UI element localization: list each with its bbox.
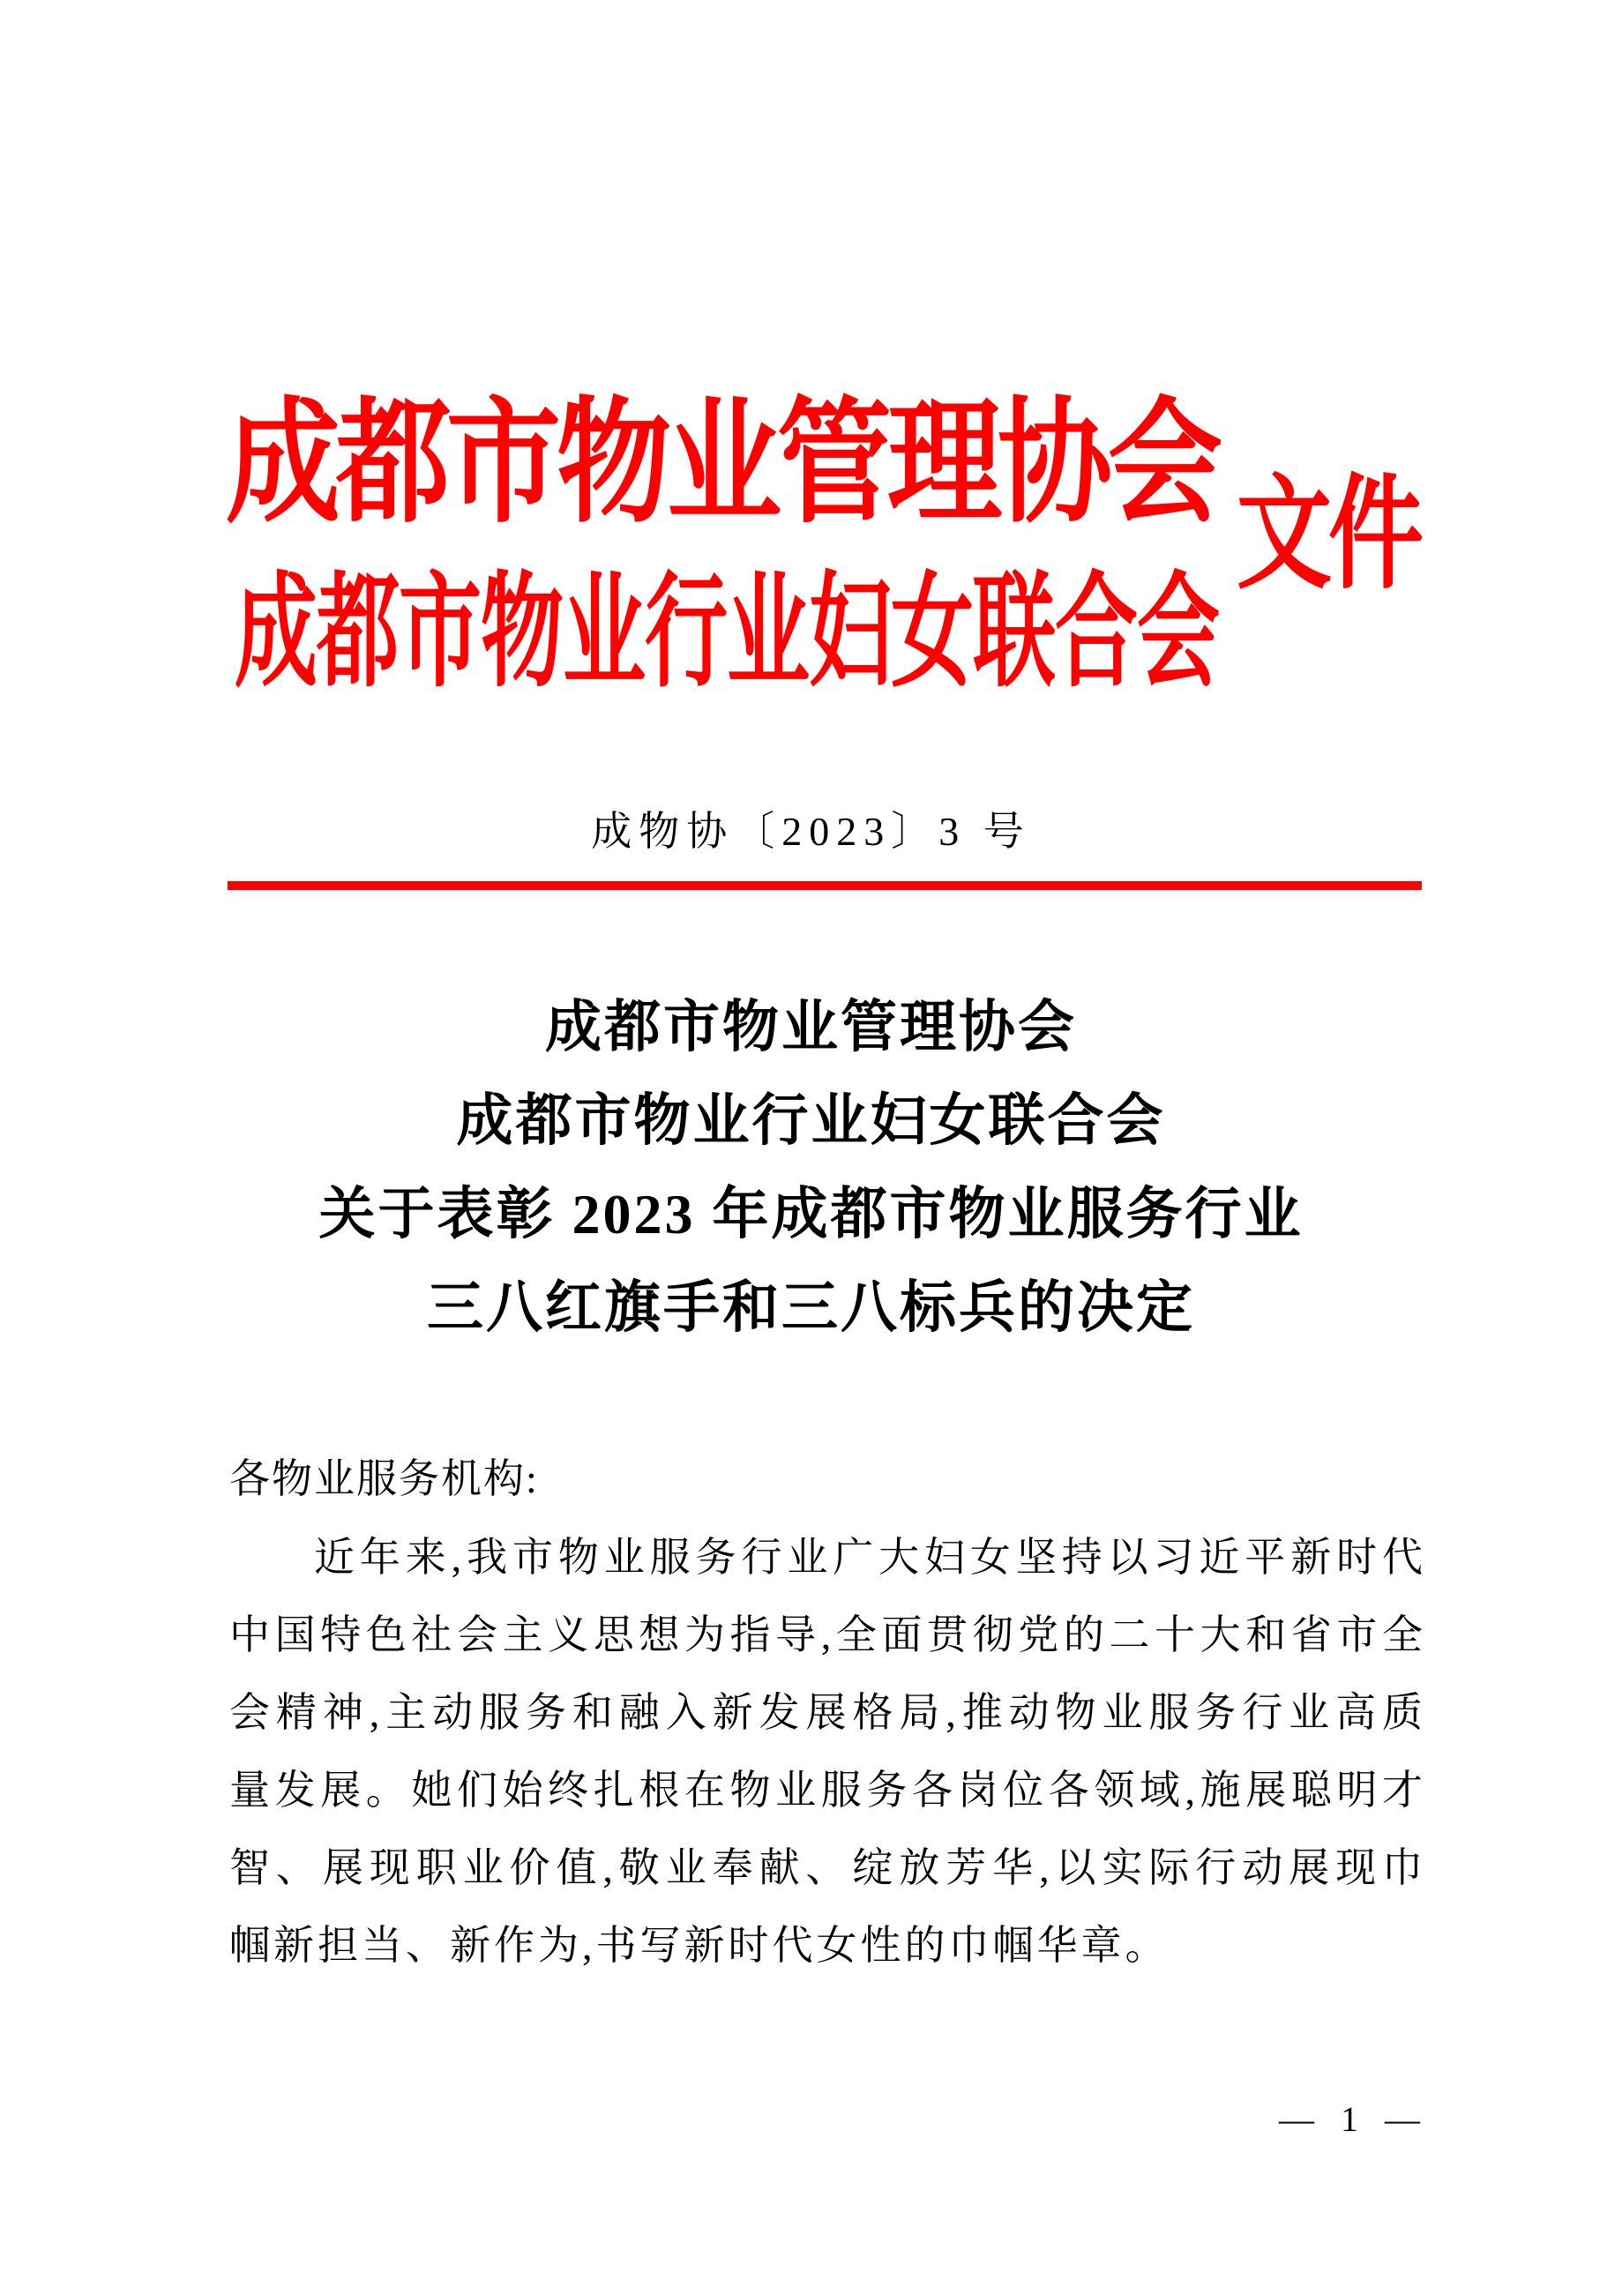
body-line: 中国特色社会主义思想为指导,全面贯彻党的二十大和省市全 — [229, 1612, 1424, 1657]
red-divider-line — [228, 881, 1422, 890]
body-line: 智、展现职业价值,敬业奉献、绽放芳华,以实际行动展现巾 — [229, 1845, 1424, 1890]
body-line: 近年来,我市物业服务行业广大妇女坚持以习近平新时代 — [314, 1535, 1424, 1580]
salutation: 各物业服务机构: — [229, 1456, 539, 1501]
title-line-2: 成都市物业行业妇女联合会 — [456, 1089, 1166, 1152]
document-type-label: 文件 — [1237, 467, 1421, 604]
page-number: — 1 — — [1279, 2099, 1429, 2139]
body-line: 会精神,主动服务和融入新发展格局,推动物业服务行业高质 — [229, 1690, 1424, 1735]
title-line-1: 成都市物业管理协会 — [545, 996, 1077, 1058]
body-line: 量发展。她们始终扎根在物业服务各岗位各领域,施展聪明才 — [229, 1768, 1424, 1813]
document-title — [0, 981, 1622, 1355]
document-number: 成物协〔2023〕3 号 — [591, 809, 1031, 854]
body-line: 帼新担当、新作为,书写新时代女性的巾帼华章。 — [229, 1923, 1170, 1968]
masthead-org-line-1: 成都市物业管理协会 — [226, 389, 1219, 540]
masthead-org-line-2: 成都市物业行业妇女联合会 — [235, 565, 1220, 703]
title-line-4: 三八红旗手和三八标兵的决定 — [427, 1276, 1195, 1339]
title-line-3: 关于表彰 2023 年成都市物业服务行业 — [318, 1183, 1304, 1245]
body-paragraph — [229, 1519, 1424, 1985]
